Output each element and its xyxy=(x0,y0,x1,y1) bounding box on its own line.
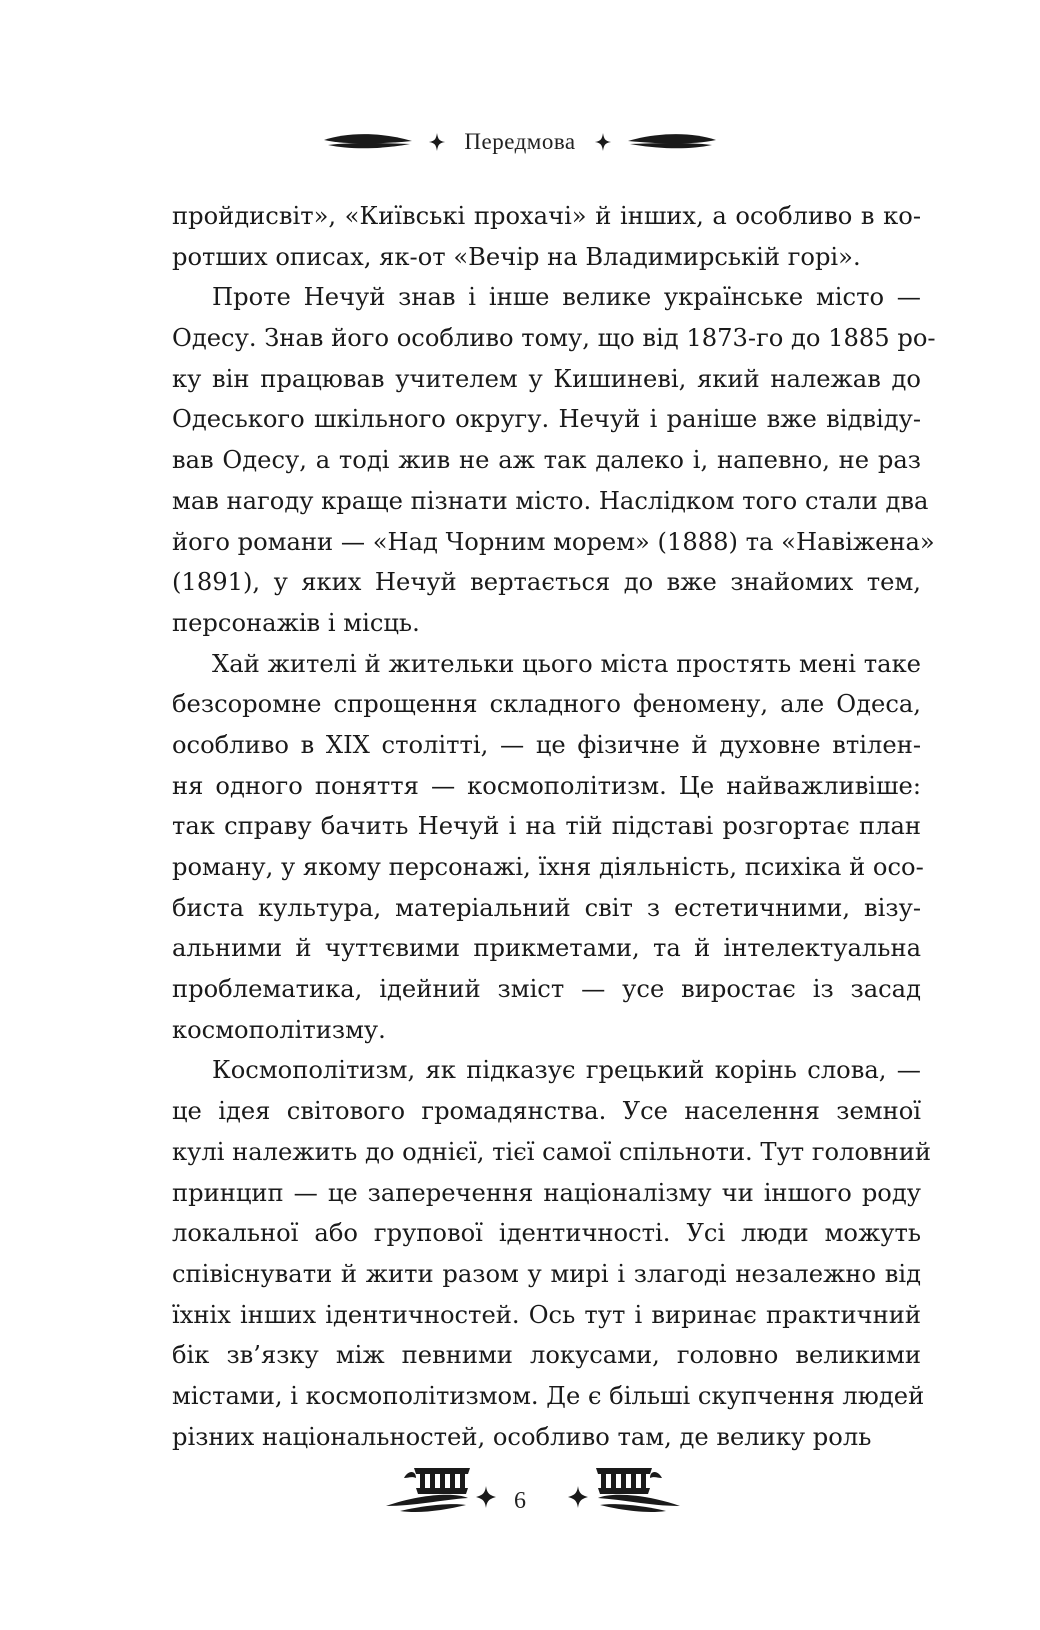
text-line: (1891), у яких Нечуй вертається до вже знайомих тем, xyxy=(172,568,921,597)
text-line: мав нагоду краще пізнати місто. Наслідком того стали два xyxy=(172,486,929,515)
text-line: особливо в XIX столітті, — це фізичне й духовне втілен- xyxy=(172,730,921,759)
text-line: проблематика, ідейний зміст — усе виростає із засад xyxy=(172,975,921,1004)
text-line: Одеського шкільного округу. Нечуй і раніше вже відвіду- xyxy=(172,405,921,434)
right-leaf-ornament-icon xyxy=(620,132,718,152)
text-line: його романи — «Над Чорним морем» (1888) та «Навіжена» xyxy=(172,527,935,556)
text-line: бік зв’язку між певними локусами, головно великими xyxy=(172,1341,921,1370)
text-line: персонажів і місць. xyxy=(172,608,420,637)
star-ornament-icon xyxy=(428,132,446,152)
text-line: безсоромне спрощення складного феномену, але Одеса, xyxy=(172,690,921,719)
text-line: різних національностей, особливо там, де велику роль xyxy=(172,1422,872,1451)
section-title: Передмова xyxy=(464,129,576,154)
text-line: ку він працював учителем у Кишиневі, який належав до xyxy=(172,364,921,393)
text-line: Хай жителі й жительки цього міста простять мені таке xyxy=(212,649,921,678)
body-text xyxy=(172,196,936,1457)
text-line: локальної або групової ідентичності. Усі люди можуть xyxy=(172,1219,921,1248)
text-line: принцип — це заперечення націоналізму чи іншого роду xyxy=(172,1178,921,1207)
text-line: кулі належить до однієї, тієї самої спільноти. Тут головний xyxy=(172,1137,932,1166)
text-line: це ідея світового громадянства. Усе населення земної xyxy=(172,1097,921,1126)
paragraph xyxy=(172,1050,932,1457)
text-line: Одесу. Знав його особливо тому, що від 1873-го до 1885 ро- xyxy=(172,324,936,353)
text-line: альними й чуттєвими прикметами, та й інтелектуальна xyxy=(172,934,921,963)
text-line: Космополітизм, як підказує грецький корінь слова, — xyxy=(212,1056,921,1085)
text-line: їхніх інших ідентичностей. Ось тут і виринає практичний xyxy=(172,1300,921,1329)
page-footer xyxy=(0,1448,1040,1558)
running-header xyxy=(0,122,1040,162)
text-line: ня одного поняття — космополітизм. Це найважливіше: xyxy=(172,771,921,800)
text-line: биста культура, матеріальний світ з естетичними, візу- xyxy=(172,893,921,922)
text-line: роману, у якому персонажі, їхня діяльність, психіка й осо- xyxy=(172,853,924,881)
text-line: містами, і космополітизмом. Де є більші скупчення людей xyxy=(172,1381,925,1410)
text-line: ротших описах, як-от «Вечір на Владимирській горі». xyxy=(172,242,861,271)
paragraph xyxy=(172,644,924,1051)
star-ornament-icon xyxy=(594,132,612,152)
text-line: космополітизму. xyxy=(172,1015,386,1044)
text-line: так справу бачить Нечуй і на тій підставі розгортає план xyxy=(172,812,921,841)
text-line: пройдисвіт», «Київські прохачі» й інших, а особливо в ко- xyxy=(172,202,921,230)
paragraph xyxy=(172,277,936,643)
text-line: співіснувати й жити разом у мирі і злагоді незалежно від xyxy=(172,1259,921,1288)
page-number: 6 xyxy=(514,1488,526,1514)
text-line: вав Одесу, а тоді жив не аж так далеко і, напевно, не раз xyxy=(172,446,921,475)
left-leaf-ornament-icon xyxy=(322,132,420,152)
paragraph xyxy=(172,196,921,277)
text-line: Проте Нечуй знав і інше велике українське місто — xyxy=(212,283,921,312)
